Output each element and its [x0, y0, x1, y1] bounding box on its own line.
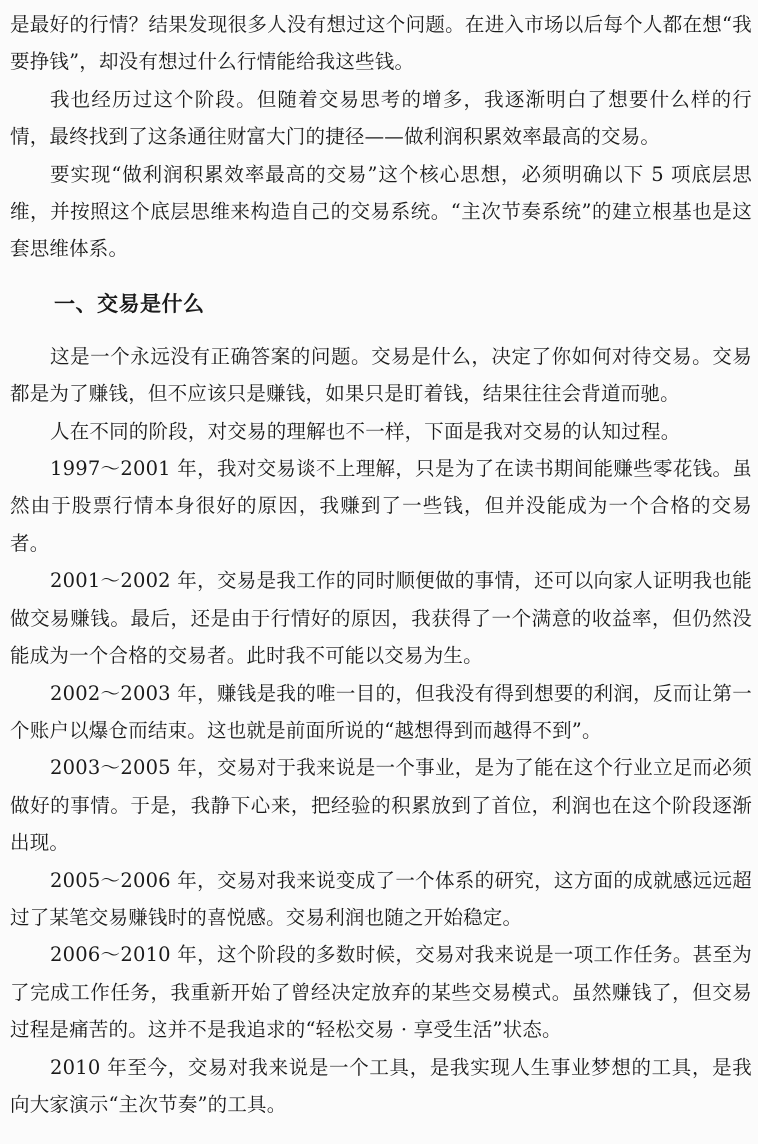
paragraph: 2002～2003 年，赚钱是我的唯一目的，但我没有得到想要的利润，反而让第一个账户以爆仓而结束。这也就是前面所说的“越想得到而越得不到”。 — [10, 681, 752, 742]
paragraph-continued: 是最好的行情？结果发现很多人没有想过这个问题。在进入市场以后每个人都在想“我要挣钱”，却没有想过什么行情能给我这些钱。 — [10, 13, 752, 74]
paragraph: 2010 年至今，交易对我来说是一个工具，是我实现人生事业梦想的工具，是我向大家演示“主次节奏”的工具。 — [10, 1055, 752, 1116]
paragraph: 2001～2002 年，交易是我工作的同时顺便做的事情，还可以向家人证明我也能做交易赚钱。最后，还是由于行情好的原因，我获得了一个满意的收益率，但仍然没能成为一个合格的交易者。此时我不可能以交易为生。 — [10, 569, 752, 668]
paragraph: 2005～2006 年，交易对我来说变成了一个体系的研究，这方面的成就感远远超过了某笔交易赚钱时的喜悦感。交易利润也随之开始稳定。 — [10, 868, 752, 929]
paragraph: 这是一个永远没有正确答案的问题。交易是什么，决定了你如何对待交易。交易都是为了赚钱，但不应该只是赚钱，如果只是盯着钱，结果往往会背道而驰。 — [10, 344, 752, 406]
paragraph: 人在不同的阶段，对交易的理解也不一样，下面是我对交易的认知过程。 — [50, 419, 681, 443]
section-heading: 一、交易是什么 — [54, 291, 205, 316]
paragraph: 2003～2005 年，交易对于我来说是一个事业，是为了能在这个行业立足而必须做好的事情。于是，我静下心来，把经验的积累放到了首位，利润也在这个阶段逐渐出现。 — [10, 756, 752, 855]
page-body — [10, 6, 752, 1123]
paragraph: 2006～2010 年，这个阶段的多数时候，交易对我来说是一项工作任务。甚至为了完成工作任务，我重新开始了曾经决定放弃的某些交易模式。虽然赚钱了，但交易过程是痛苦的。这并不是我追求的“轻松交易 · 享受生活”状态。 — [10, 943, 752, 1042]
paragraph: 要实现“做利润积累效率最高的交易”这个核心思想，必须明确以下 5 项底层思维，并按照这个底层思维来构造自己的交易系统。“主次节奏系统”的建立根基也是这套思维体系。 — [10, 162, 752, 261]
paragraph: 我也经历过这个阶段。但随着交易思考的增多，我逐渐明白了想要什么样的行情，最终找到了这条通往财富大门的捷径——做利润积累效率最高的交易。 — [10, 87, 752, 149]
paragraph: 1997～2001 年，我对交易谈不上理解，只是为了在读书期间能赚些零花钱。虽然由于股票行情本身很好的原因，我赚到了一些钱，但并没能成为一个合格的交易者。 — [10, 457, 752, 555]
